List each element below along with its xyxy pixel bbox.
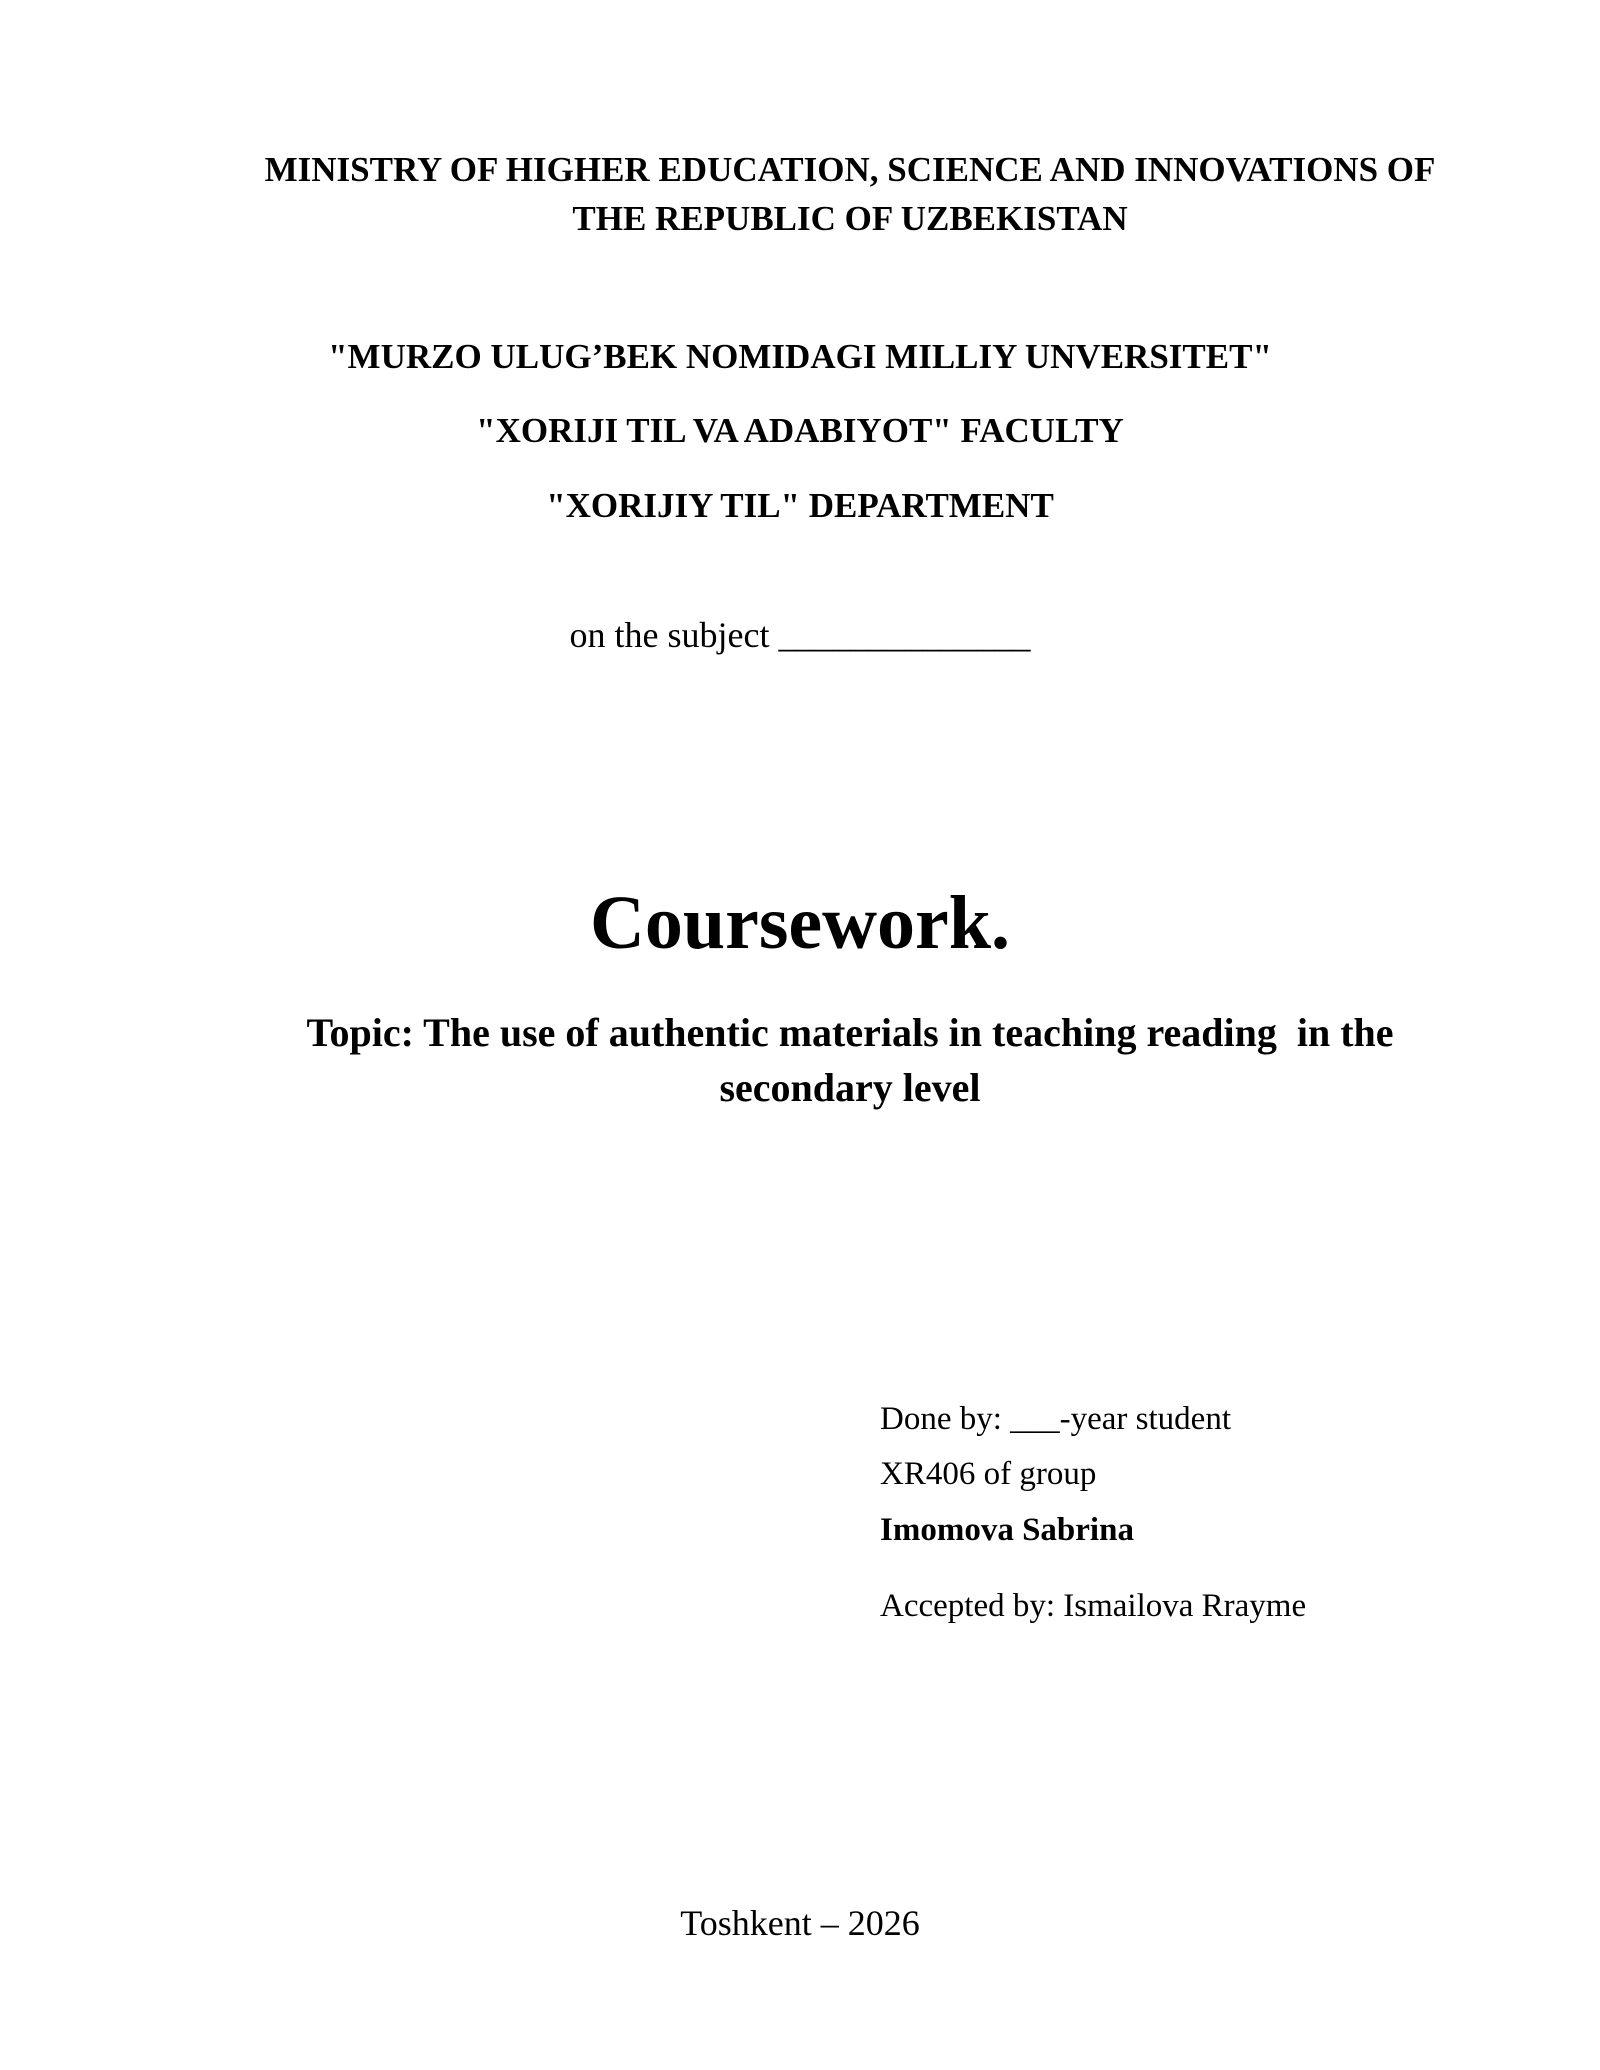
- city-year: Toshkent – 2026: [680, 1903, 920, 1943]
- ministry-line-1: MINISTRY OF HIGHER EDUCATION, SCIENCE AND INNOVATIONS OF: [264, 150, 1436, 189]
- group-line: XR406 of group: [880, 1456, 1097, 1492]
- accepted-by-line: Accepted by: Ismailova Rrayme: [880, 1588, 1307, 1624]
- university-name: "MURZO ULUG’BEK NOMIDAGI MILLIY UNVERSITET": [328, 337, 1272, 376]
- document-title: Coursework.: [589, 881, 1011, 965]
- topic-line-1: Topic: The use of authentic materials in teaching reading in the: [306, 1010, 1394, 1055]
- ministry-line-2: THE REPUBLIC OF UZBEKISTAN: [572, 199, 1128, 238]
- faculty-name: "XORIJI TIL VA ADABIYOT" FACULTY: [476, 411, 1124, 450]
- topic-line-2: secondary level: [719, 1065, 981, 1110]
- department-name: "XORIJIY TIL" DEPARTMENT: [546, 486, 1054, 525]
- ministry-heading: [220, 145, 1480, 243]
- student-name: Imomova Sabrina: [880, 1512, 1134, 1548]
- done-by-line: Done by: ___-year student: [880, 1401, 1231, 1437]
- topic-heading: [220, 1005, 1480, 1115]
- subject-line: on the subject ______________: [569, 615, 1031, 655]
